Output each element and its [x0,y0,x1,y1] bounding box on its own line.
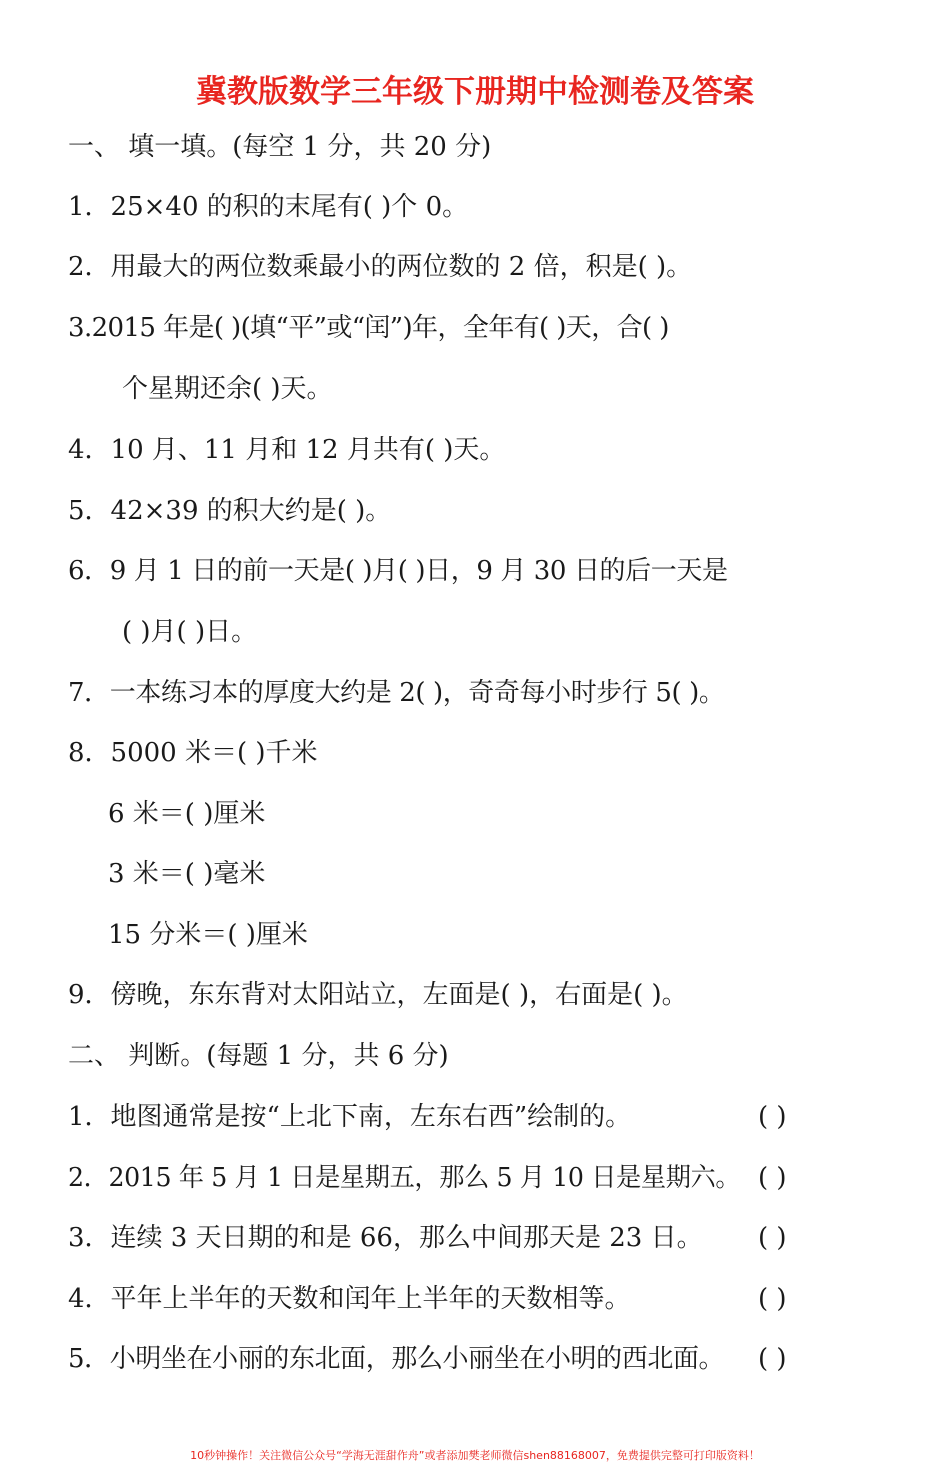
question-line: 7．一本练习本的厚度大约是 2( )，奇奇每小时步行 5( )。 [68,678,725,708]
judge-item: 3．连续 3 天日期的和是 66，那么中间那天是 23 日。 [68,1223,703,1253]
question-line: 8．5000 米＝( )千米 [68,738,318,768]
answer-paren: ( ) [758,1344,787,1374]
judge-item: 1．地图通常是按“上北下南，左东右西”绘制的。 [68,1102,632,1132]
answer-paren: ( ) [758,1223,787,1253]
page-title: 冀教版数学三年级下册期中检测卷及答案 [196,74,754,110]
question-line: 1．25×40 的积的末尾有( )个 0。 [68,192,469,222]
question-line: 15 分米＝( )厘米 [108,920,308,950]
question-line: 3.2015 年是( )(填“平”或“闰”)年，全年有( )天，合( ) [68,313,669,343]
judge-item: 4．平年上半年的天数和闰年上半年的天数相等。 [68,1284,631,1314]
section-heading-fill-in: 一、 填一填。(每空 1 分，共 20 分) [68,132,492,162]
judge-item: 2．2015 年 5 月 1 日是星期五，那么 5 月 10 日是星期六。 [68,1163,741,1193]
question-line: 2．用最大的两位数乘最小的两位数的 2 倍，积是( )。 [68,252,693,282]
answer-paren: ( ) [758,1102,787,1132]
judge-item: 5．小明坐在小丽的东北面，那么小丽坐在小明的西北面。 [68,1344,725,1374]
question-line: 4．10 月、11 月和 12 月共有( )天。 [68,435,506,465]
answer-paren: ( ) [758,1163,787,1193]
section-heading-judge: 二、 判断。(每题 1 分，共 6 分) [68,1041,449,1071]
question-line: 5．42×39 的积大约是( )。 [68,496,392,526]
footer-promo-text: 10秒钟操作！关注微信公众号“学海无涯甜作舟”或者添加樊老师微信shen88168007，免费提供完整可打印版资料！ [190,1449,760,1462]
answer-paren: ( ) [758,1284,787,1314]
question-line: ( )月( )日。 [122,617,258,647]
question-line: 3 米＝( )毫米 [108,859,266,889]
question-line: 6 米＝( )厘米 [108,799,266,829]
question-line: 6．9 月 1 日的前一天是( )月( )日，9 月 30 日的后一天是 [68,556,728,586]
question-line: 9．傍晚，东东背对太阳站立，左面是( )，右面是( )。 [68,980,688,1010]
question-line: 个星期还余( )天。 [122,374,333,404]
